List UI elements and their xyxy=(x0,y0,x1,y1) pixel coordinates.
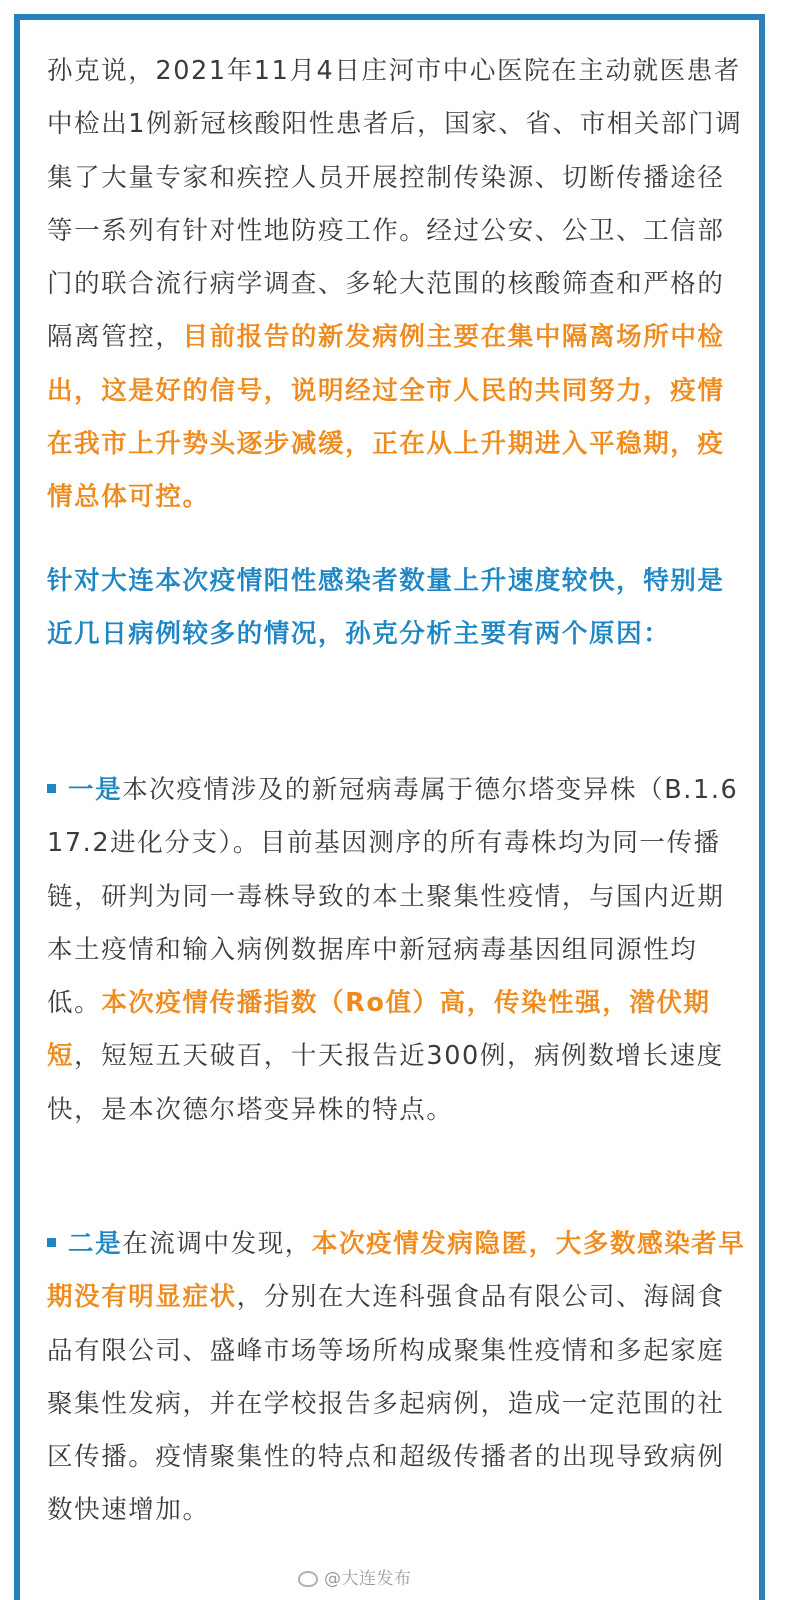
weibo-icon xyxy=(298,1571,318,1587)
watermark-text: @大连发布 xyxy=(324,1569,412,1589)
paragraph-intro xyxy=(47,45,747,525)
paragraph-reason-two xyxy=(47,1218,747,1538)
intro-text: 孙克说，2021年11月4日庄河市中心医院在主动就医患者中检出1例新冠核酸阳性患者后，国家、省、市相关部门调集了大量专家和疾控人员开展控制传染源、切断传播途径等一系列有针对性地防疫工作。经过公安、公卫、工信部门的联合流行病学调查、多轮大范围的核酸筛查和严格的隔离管控， xyxy=(47,56,743,353)
reason-two-text: 在流调中发现， xyxy=(122,1229,312,1259)
intro-highlight: 目前报告的新发病例主要在集中隔离场所中检出，这是好的信号，说明经过全市人民的共同努力，疫情在我市上升势头逐步减缓，正在从上升期进入平稳期，疫情总体可控。 xyxy=(47,322,725,513)
reason-two-lead: 二是 xyxy=(68,1229,123,1259)
reason-one-text-end: ，短短五天破百，十天报告近300例，病例数增长速度快，是本次德尔塔变异株的特点。 xyxy=(47,1041,724,1125)
square-bullet-icon xyxy=(47,1238,56,1247)
reason-two-text-end: ，分别在大连科强食品有限公司、海阔食品有限公司、盛峰市场等场所构成聚集性疫情和多起家庭聚集性发病，并在学校报告多起病例，造成一定范围的社区传播。疫情聚集性的特点和超级传播者的出现导致病例数快速增加。 xyxy=(47,1282,725,1526)
paragraph-reason-one xyxy=(47,764,747,1137)
watermark xyxy=(298,1564,412,1589)
square-bullet-icon xyxy=(47,784,56,793)
reason-one-text: 本次疫情涉及的新冠病毒属于德尔塔变异株（B.1.617.2进化分支）。目前基因测序的所有毒株均为同一传播链，研判为同一毒株导致的本土聚集性疫情，与国内近期本土疫情和输入病例数据库中新冠病毒基因组同源性均低。 xyxy=(47,775,739,1019)
reason-one-lead: 一是 xyxy=(68,775,123,805)
reason-one-highlight: 本次疫情传播指数（Ro值）高，传染性强，潜伏期短 xyxy=(47,988,711,1072)
reason-two-highlight: 本次疫情发病隐匿，大多数感染者早期没有明显症状 xyxy=(47,1229,746,1313)
section-heading: 针对大连本次疫情阳性感染者数量上升速度较快，特别是近几日病例较多的情况，孙克分析主要有两个原因： xyxy=(47,566,725,650)
